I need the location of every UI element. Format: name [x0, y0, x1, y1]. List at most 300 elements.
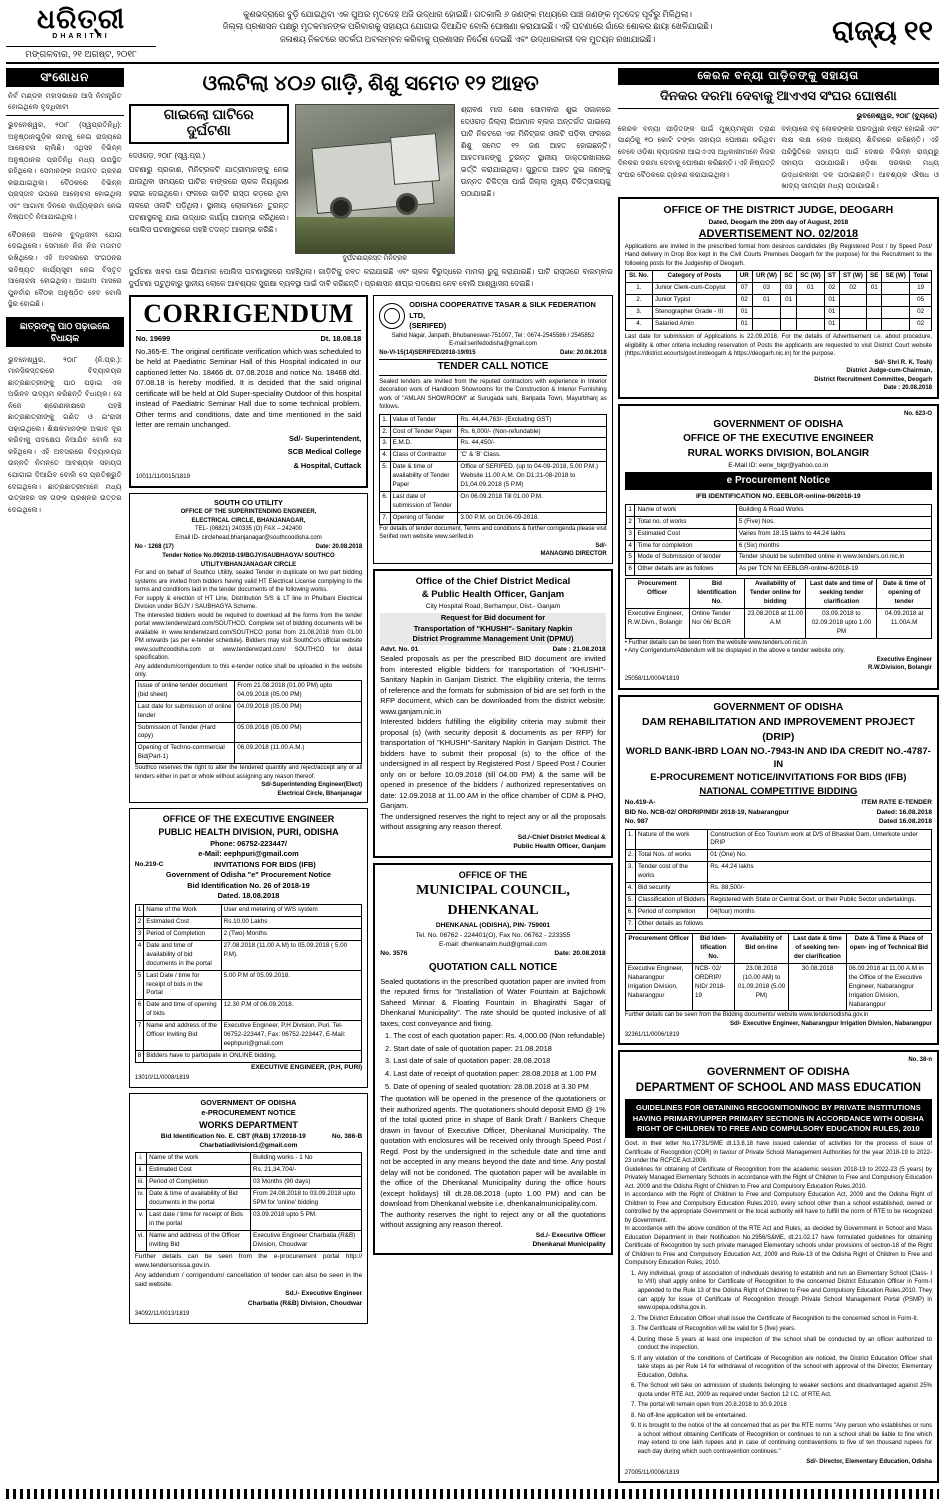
puri-row-6-sl: 7 — [135, 1021, 144, 1051]
dj-r0-c1: Junior Clerk-cum-Copyist — [652, 283, 736, 295]
dj-r0-c8: 01 — [867, 283, 882, 295]
serifed-row-5-val: On 06.09.2018 Till 01.00 P.M. — [458, 492, 606, 513]
main-story-col-1: ଶ୍ରାବଣ ମାସ ଶେଷ ସୋମବାର ଶୁଭ ସକାଳରେ ଦେଓଗଡ଼ ଜିଲ୍ଲା ରିଆମାଳ ବ୍ଲକ ଅନ୍ତର୍ଗତ ଗାଇଲୋ ଘାଟି ନିକଟରେ ଏକ ମିନିଟ୍ରକ ଓଲଟି ପଡ଼ିବା ଫଳରେ ଶିଶୁ ସମେତ ୧୨ ଜଣ ଆହତ ହୋଇଛନ୍ତି। ଆହତମାନଙ୍କୁ ତୁରନ୍ତ ସ୍ଥାନୀୟ ଡାକ୍ତରଖାନାରେ ଭର୍ତ୍ତି କରାଯାଇଥିଲା। ଗୁରୁତର ଆହତ ଦୁଇ ଜଣଙ୍କୁ ଉନ୍ନତ ଚିକିତ୍ସା ପାଇଁ ଜିଲ୍ଲା ମୁଖ୍ୟ ଚିକିତ୍ସାଳୟକୁ ପଠାଯାଇଛି। — [460, 105, 611, 199]
corrigendum-date: Dt. 18.08.18 — [320, 334, 362, 344]
drip-r3-sl: 4. — [625, 883, 635, 895]
dhenkanal-item-5: 5. Date of opening of sealed quotation: 28.08.2018 at 3.30 PM — [393, 1082, 605, 1093]
rw-eproc-banner: e Procurement Notice — [625, 472, 932, 490]
works-row-1-sl: ii. — [135, 1165, 146, 1177]
serifed-line-1: ODISHA COOPERATIVE TASAR & SILK FEDERATION LTD, — [409, 300, 596, 320]
drip-line-2: DAM REHABILITATION AND IMPROVEMENT PROJECT (DRIP) — [641, 715, 915, 743]
drip-t2-c4: 06.09.2018 at 11.00 A.M in the Office of the Executive Engineer, Nabarangpur Irrigation Division, Nabarangpur — [846, 963, 931, 1011]
dj-r3-c3 — [752, 319, 781, 331]
puri-row-1-sl: 2 — [135, 916, 144, 928]
masthead-logo-sub: DHARITRI — [52, 33, 110, 40]
southco-row-0-val: From 21.08.2018 (01.00 PM) upto 04.09.2018 (05.00 PM) — [235, 680, 362, 701]
serifed-logo-icon — [379, 303, 405, 329]
dj-advt-no: ADVERTISEMENT NO. 02/2018 — [698, 228, 859, 241]
puri-row-6-label: Name and address of the Officer Inviting Bid — [144, 1021, 221, 1051]
left-body-2: ବୈଠକରେ ଅନେକ ବୁଦ୍ଧିଜୀବୀ ଯୋଗ ଦେଇଥିଲେ। ସେମାନେ ନିଜ ନିଜ ମତାମତ ରଖିଥିଲେ। ଏହି ଅବସରରେ ସଂଗଠନର ଭବିଷ୍ୟତ କାର୍ଯ୍ୟସୂଚୀ ନେଇ ବିସ୍ତୃତ ଆଲୋଚନା ହୋଇଥିଲା। ଆଗାମୀ ମାସରେ ପୁନର୍ବାର ବୈଠକ ଅନୁଷ୍ଠିତ ହେବ ବୋଲି ସ୍ଥିର ହୋଇଛି। — [8, 229, 122, 309]
ganjam-ad — [373, 569, 612, 858]
rw-table-1 — [625, 504, 932, 577]
rw-r0-val: Building & Road Works — [736, 504, 931, 516]
photo-wheel-left — [330, 197, 352, 219]
drip-no-987: No. 987 — [624, 818, 649, 826]
dj-r0-c9 — [882, 283, 910, 295]
drip-r3-val: Rs. 88,500/- — [708, 883, 932, 895]
southco-schedule-table — [135, 680, 362, 765]
rural-works-ad — [618, 404, 939, 690]
works-foot-1: Further details can be seen from the e-procurement portal http:// www.tendersorissa.gov.in. — [134, 1252, 363, 1270]
ganjam-body-3: The undersigned reserves the right to reject any or all the proposals without assigning any reason thereof. — [380, 811, 606, 832]
puri-row-5-val: 12.30 P.M of 06.09.2018. — [221, 1000, 362, 1021]
dj-r3-c4 — [781, 319, 796, 331]
dj-th-8: SE — [867, 271, 882, 283]
serifed-row-4-val: Office of SERIFED. (up to 04-09-2018, 5.00 P.M.) Website 11.00 A.M. On D1:21-08-2018 to D1,04.09.2018 (5 P.M) — [458, 462, 606, 492]
left-body-1: ଭୁବନେଶ୍ୱର, ୨୦ା୮ (ସ୍ୱପ୍ରତିନିଧି): ଅନୁଷ୍ଠାନଗୁଡ଼ିକ ନାମକୁ ନେଇ ରାଜ୍ୟରେ ଆଲୋଚନା ଚାଲିଛି। ଏଥିସହ ବିଭିନ୍ନ ଅନୁଷ୍ଠାନର ପ୍ରତିନିଧି ମଧ୍ୟ ଉପସ୍ଥିତ ରହିଥିଲେ। ସେମାନଙ୍କ ମତାମତ ଗ୍ରହଣ କରାଯାଇଥିଲା। ବୈଠକରେ ବିଭିନ୍ନ ପ୍ରସ୍ତାବ ଉପରେ ଆଲୋଚନା ହୋଇଥିଲା ଏବଂ ଆଗାମୀ ଦିନରେ କାର୍ଯ୍ୟକ୍ରମ ନେଇ ନିଷ୍ପତ୍ତି ନିଆଯାଇଥିଲା। — [8, 120, 122, 222]
corrigendum-ad — [129, 295, 368, 488]
works-foot-2: Any addendum / corrigendum/ cancellation of tender can also be seen in the said website. — [134, 1271, 363, 1288]
puri-row-1-label: Estimated Cost — [144, 916, 221, 928]
corrigendum-no: No. 19699 — [135, 334, 171, 344]
drip-t2-th-4: Date & Time & Place of open- ing of Technical Bid — [846, 933, 931, 963]
table-row — [625, 283, 931, 295]
sme-no: No. 38-n — [908, 1057, 932, 1064]
drip-r4-sl: 5. — [625, 895, 635, 907]
southco-row-2-val: 05.09.2018 (05.00 PM) — [235, 722, 362, 743]
accident-photo — [295, 104, 455, 254]
masthead-logo-main: ଧରିତ୍ରୀ — [36, 4, 126, 34]
serifed-line-2: (SERIFED) — [409, 321, 447, 331]
dj-r3-c6: 01 — [825, 319, 839, 331]
southco-sig-1: Sd/-Superintending Engineer(Elect) — [261, 782, 363, 789]
southco-line-3: ELECTRICAL CIRCLE, BHANJANAGAR, — [191, 517, 306, 524]
ganjam-sig-2: Public Health Officer, Ganjam — [513, 843, 606, 851]
drip-t2-c0: Executive Engineer, Nabarangpur Irrigation Division, Nabarangpur — [625, 963, 692, 1011]
dhenkanal-email: E-mail: dhenkanalm.hud@gmail.com — [439, 940, 547, 948]
dhenkanal-line-1: OFFICE OF THE — [458, 869, 528, 880]
puri-row-2-sl: 3 — [135, 928, 144, 940]
puri-row-3-label: Date and time of availability of bid documents in the portal — [144, 940, 221, 970]
works-row-5-sl: vi. — [135, 1230, 146, 1251]
drip-r4-val: Registered with State or Central Govt. or their Public Sector undertakings. — [708, 895, 932, 907]
ganjam-body-2: Interested bidders fulfilling the eligibility criteria may submit their proposal (s) (with security deposit & documents as per RFP) for transportation of "KHUSHI"-Sanitary Napkin in Ganjam District. The bidders have to submit their proposal (s) to the office of the undersigned in all respect by Registered Post / Speed Post / Courier only on or before 10.09.2018 (till 04.00 PM) & the same will be opened in presence of the bidders / authorized representatives on date: 12.09.2018 at 11.00 AM in the office chamber of CDM & PHO, Ganjam. — [380, 717, 606, 811]
dj-r1-c1: Junior Typist — [652, 295, 736, 307]
sme-p4: In accordance with the above condition of the RTE Act and Rules, as decided by Government in School and Mass Education Department in their Notification No.2956/S&ME, dt.21.02.17 have formulated guidelines for obtaining Certificate of Recognition by such private managed Elementary schools under provisions of section-18 of the Right of Children to Free and Compulsory Education Act, 2009 and Rule-13 of the Odisha Right of Children to Free and Compulsory Education Rules, 2010. — [624, 1226, 932, 1267]
dhenkanal-body-2: The quotation will be opened in the presence of the quotationers or their authorized agents. The quotationers should deposit EMD @ 1% of the total quoted price in shape of Bank Draft / Bankers Cheque drawn in favour of Executive Officer, Dhenkanal Municipality. The quotation with enclosures will be received only through Speed Post / Regd. Post by the undersigned in the schedule date and time and not be accepted in any means beyond the date and time. Any postal delay will not be condoned. The quotation paper will be available in the office of the Dhenkanal Municipality during the office hours (except holidays) till dt.28.08.2018 (upto 1.00 PM) and can be download from Dhenkanal website i.e. dhenkanalmunicipality.com. — [380, 1094, 606, 1209]
southco-row-1-val: 04.09.2018 (05.00 PM) — [235, 701, 362, 722]
main-story-col-2: ଘଟଣାରୁ ପ୍ରକାଶ, ମିନିଟ୍ରକଟି ଯାତ୍ରୀମାନଙ୍କୁ ନେଇ ଯାଉଥିବା ସମୟରେ ଘାଟିର ବାଙ୍କରେ ଚାଳକ ନିୟନ୍ତ୍ରଣ ହରାଇ ଦେଇଥିଲେ। ଫଳରେ ଗାଡ଼ିଟି ରାସ୍ତା କଡ଼ରେ ଥିବା ନାଳରେ ଓଲଟି ପଡ଼ିଥିଲା। ସ୍ଥାନୀୟ ଲୋକମାନେ ତୁରନ୍ତ ଘଟଣାସ୍ଥଳକୁ ଯାଇ ଉଦ୍ଧାର କାର୍ଯ୍ୟ ଆରମ୍ଭ କରିଥିଲେ। ପୋଲିସ ଘଟଣାସ୍ଥଳରେ ପହଞ୍ଚି ତଦନ୍ତ ଆରମ୍ଭ କରିଛି। — [128, 165, 289, 235]
works-row-1-val: Rs. 21,34,704/- — [251, 1165, 362, 1177]
works-email: Charbatiadivision1@gmail.com — [199, 1142, 298, 1150]
bottom-registration-marks — [6, 1489, 939, 1499]
drip-line-1: GOVERNMENT OF ODISHA — [713, 701, 844, 713]
table-row — [625, 319, 931, 331]
drip-r2-val: Rs. 44.24 lakhs — [708, 862, 932, 883]
southco-body-2: For supply & erection of HT Line, Distribution S/S & LT line in Phulbani Electrical Division under BGJY / SAUBHAGYA Scheme. — [134, 595, 363, 611]
puri-title-3: Bid Identification No. 26 of 2018-19 — [187, 880, 310, 890]
dj-r2-c1: Stenographer Grade - III — [652, 307, 736, 319]
drip-r1-label: Total Nos. of works — [635, 850, 707, 862]
works-row-3-sl: iv. — [135, 1189, 146, 1210]
southco-body-1: For and on behalf of Southco Utility, sealed Tender in duplicate on two part bidding systems are invited from bidders having valid HT Electrical License complying to the terms and conditions laid in the tender documents of the following works. — [134, 570, 363, 594]
drip-t2-th-2: Availability of Bid on-line — [734, 933, 788, 963]
rw-t2-c0: Executive Engineer, R.W.Divn., Bolangir — [625, 609, 689, 639]
southco-line-2: OFFICE OF THE SUPERINTENDING ENGINEER, — [180, 509, 317, 516]
rw-line-3: RURAL WORKS DIVISION, BOLANGIR — [687, 447, 870, 459]
dhenkanal-sig-2: Dhenkanal Municipality — [532, 1241, 606, 1249]
puri-row-5-label: Date and time of opening of bids — [144, 1000, 221, 1021]
drip-no-left: No.419-A- — [624, 799, 656, 807]
works-bid-id: Bid Identification No. E. CBT (R&B) 17/2018-19 — [160, 1132, 306, 1140]
serifed-row-4-label: Date & time of availability of Tender Paper — [390, 462, 458, 492]
dj-r2-c3 — [752, 307, 781, 319]
puri-phone: Phone: 06752-223447/ — [210, 838, 287, 848]
dj-title: OFFICE OF THE DISTRICT JUDGE, DEOGARH — [663, 203, 894, 216]
works-row-4-sl: v. — [135, 1210, 146, 1231]
rw-t2-th-1: Bid Identification No. — [689, 579, 744, 609]
southco-foot: Southco reserves the right to alter the tendered quantity and reject/accept any or all tenders either in part or whole without assigning any reason thereof. — [134, 765, 363, 780]
dj-r3-c10: 02 — [910, 319, 932, 331]
works-row-5-label: Name and address of the Officer inviting Bid — [147, 1230, 251, 1251]
left-section-head: ସଂଶୋଧନ — [6, 68, 124, 87]
dj-th-6: ST — [825, 271, 839, 283]
left-section-bar: ଛାତ୍ରଙ୍କୁ ପାଠ ପଢ଼ାଇଲେ ବିଧାୟକ — [6, 317, 124, 347]
serifed-row-1-val: Rs. 6,000/- (Non-refundable) — [458, 426, 606, 438]
photo-wheel-right — [396, 193, 418, 215]
dhenkanal-item-1: 1. The cost of each quotation paper: Rs. 4,000.00 (Non refundable) — [393, 1031, 605, 1042]
dj-sig-4: Date : 20.08.2018 — [883, 385, 932, 392]
serifed-sig-2: MANAGING DIRECTOR — [540, 551, 607, 558]
puri-title-2: Government of Odisha "e" Procurement Notice — [165, 870, 332, 880]
rw-r1-label: Total no. of works — [635, 516, 736, 528]
dhenkanal-body-1: Sealed quotations in the prescribed quotation paper are invited from the reputed firms for "Installation of Water Fountain at Bajichowk Saheed Minnar & Floating Fountain in Bhagirathi Sagar of Dhenkanal Municipality". The rate should be quoted inclusive of all taxes, cost conveyance and fixing. — [380, 976, 606, 1028]
rw-r5-val: As per TCN No EEBLGR-online-6/2018-19 — [736, 564, 931, 576]
right-story-col-1: କେରଳ ବନ୍ୟା ପୀଡ଼ିତଙ୍କ ପାଇଁ ମୁଖ୍ୟମନ୍ତ୍ରୀ ତ୍ରାଣ ପାଣ୍ଠିକୁ ୧୦ କୋଟି ଟଙ୍କା ସହାୟତା ଘୋଷଣା କରିଥିବା ବେଳେ ଓଡ଼ିଶା କ୍ୟାଡରର ଆଇଏଏସ ଅଧିକାରୀମାନେ ନିଜର ଦିନକର ଦରମା ଦେବାକୁ ଘୋଷଣା କରିଛନ୍ତି। ଏହି ନିଷ୍ପତ୍ତି ସଂଘର ବୈଠକରେ ଗ୍ରହଣ କରାଯାଇଥିଲା। — [617, 123, 776, 179]
masthead-logo — [6, 4, 156, 60]
serifed-table — [379, 414, 606, 525]
middle-column — [129, 68, 613, 1483]
divider — [136, 330, 361, 331]
works-row-5-val: Executive Engineer Charbatia (R&B) Division, Choudwar — [251, 1230, 362, 1251]
works-code: 34092/11/0013/1819 — [134, 1310, 190, 1317]
serifed-line-4: E-mail:serifedodisha@gmail.com — [449, 341, 537, 348]
drip-line-4: E-PROCUREMENT NOTICE/INVITATIONS FOR BIDS (IFB) — [650, 772, 907, 784]
drip-line-3: WORLD BANK-IBRD LOAN NO.-7943-IN AND IDA CREDIT NO.-4787-IN — [625, 745, 931, 770]
rw-r5-sl: 6 — [625, 564, 635, 576]
puri-row-3-val: 27.08.2018 (11.00 A.M) to 05.09.2018 ( 5.00 P.M). — [221, 940, 362, 970]
dj-r3-c1: Salaried Amin — [652, 319, 736, 331]
puri-row-0-val: User end metering of W/S system — [221, 904, 362, 916]
page-columns — [6, 68, 939, 1483]
photo-truck-cab — [390, 133, 440, 185]
serifed-row-1-label: Cost of Tender Paper — [390, 426, 458, 438]
southco-row-3-label: Opening of Techno-commercial Bid(Part-1) — [135, 743, 234, 764]
dj-r1-c5 — [796, 295, 824, 307]
dj-th-9: SE (W) — [882, 271, 910, 283]
dj-r0-c7: 02 — [839, 283, 867, 295]
works-no: No. 386-B — [331, 1132, 363, 1140]
drip-sig: Sd/- Executive Engineer, Nabarangpur Irrigation Division, Nabarangpur — [729, 1020, 932, 1027]
dj-r2-c2: 01 — [736, 307, 752, 319]
drip-ad — [618, 695, 939, 1046]
dj-r0-c3: 03 — [752, 283, 781, 295]
works-row-0-label: Name of the work — [147, 1153, 251, 1165]
sme-item-6: 6. The School will take on admission of students belonging to weaker sections and disadvantaged against 25% quota under RTE Act, 2009 as required under Section 12 I.C. of RTE Act. — [638, 1382, 932, 1399]
dj-r1-c4: 01 — [781, 295, 796, 307]
sme-item-5: 5. If any violation of the conditions of Certificate of Recognition are noticed, the District Education Officer shall take steps as per Rule 14 for withdrawal of recognition of the school with approval of the Director, Elementary Education, Odisha. — [638, 1355, 932, 1381]
works-sig-1: Sd./- Executive Engineer — [285, 1290, 363, 1298]
serifed-row-6-sl: 7. — [380, 513, 390, 525]
serifed-sig-1: Sd/- — [595, 542, 607, 549]
sme-item-1: 1. Any individual, group of association of individuals desiring to establish and run an Elementary School (Class- I to VIII) shall apply online for Certificate of Recognition to the concerned District Education Officer in Form-I appended to the Rule 13 of the Odisha Right of Children to Free and Compulsory Education Rules,2010. They can apply for issue of Certificate of Recognition through Private School Management Portal (PSMP) in www.opepa.odisha.gov.in. — [638, 1270, 932, 1313]
dhenkanal-title: QUOTATION CALL NOTICE — [428, 961, 558, 973]
sme-item-7: 7. The portal will remain open from 20.8.2018 to 30.9.2018 — [638, 1401, 932, 1410]
dj-th-5: SC (W) — [796, 271, 824, 283]
dj-th-2: UR — [736, 271, 752, 283]
masthead-teaser-line-1: କୁଶଭଦ୍ରାରେ ବୁଡ଼ି ଯୋଇଥିବା ଏକ ପୁଅର ମୃତଦେହ ଅଜି ଉଦ୍ଧାର ହୋଇଛି। ଗତକାଲି ୬ ଜଣଙ୍କ ମଧ୍ୟରେ ପାଞ୍ଚ ଜଣଙ୍କ ମୃତଦେହ ପୂର୍ବରୁ ମିଳିଥିଲା। — [243, 9, 692, 19]
dj-r0-c4: 03 — [781, 283, 796, 295]
serifed-ad — [373, 295, 612, 564]
puri-row-7-label: Bidders have to participate in ONLINE bidding. — [144, 1051, 362, 1063]
dj-r2-c10: 02 — [910, 307, 932, 319]
dj-sig-1: Sd/- Shri R. K. Tosh) — [874, 359, 932, 366]
rw-r3-label: Time for completion — [635, 540, 736, 552]
serifed-row-3-label: Class of Contractor — [390, 450, 458, 462]
rw-line-1: GOVERNMENT OF ODISHA — [713, 419, 844, 431]
dhenkanal-item-2: 2. Start date of sale of quotation paper: 21.08.2018 — [393, 1044, 605, 1055]
southco-no: No - 1268 (17) — [134, 543, 174, 550]
dj-th-3: UR (W) — [752, 271, 781, 283]
drip-table-1 — [625, 829, 932, 931]
dhenkanal-line-3: DHENKANAL (ODISHA), PIN- 759001 — [435, 922, 551, 930]
left-body-3: ଭୁବନେଶ୍ୱର, ୨୦ା୮ (ନି.ପ୍ର.): ମାନସିକସ୍ତରରେ ବିଦ୍ୟାଳୟର ଛାତ୍ରଛାତ୍ରୀଙ୍କୁ ପାଠ ପଢ଼ାଇ ଏକ ଅଭିନବ ଉଦ୍ୟମ କରିଛନ୍ତି ବିଧାୟକ। ସେ ନିଜେ ଶ୍ରେଣୀକକ୍ଷରେ ପହଞ୍ଚି ଛାତ୍ରଛାତ୍ରୀଙ୍କୁ ଗଣିତ ଓ ଇଂରାଜୀ ପଢ଼ାଇଥିଲେ। ଶିକ୍ଷକମାନଙ୍କ ଅଭାବ ଦୂର କରିବାକୁ ପଦକ୍ଷେପ ନିଆଯିବ ବୋଲି ସେ କହିଥିଲେ। ଏହି ଅବସରରେ ବିଦ୍ୟାଳୟର ଉନ୍ନତି ନିମନ୍ତେ ଆବଶ୍ୟକ ସହାୟତା ଯୋଗାଇ ଦିଆଯିବ ବୋଲି ସେ ପ୍ରତିଶ୍ରୁତି ଦେଇଥିଲେ। ଛାତ୍ରଛାତ୍ରୀମାନେ ମଧ୍ୟ ଉତ୍ସାହର ସହ ତାଙ୍କ ପ୍ରଶ୍ନର ଉତ୍ତର ଦେଇଥିଲେ। — [8, 354, 122, 514]
drip-table-2 — [625, 933, 932, 1012]
drip-r3-label: Bid security — [635, 883, 707, 895]
ganjam-date: Date : 21.08.2018 — [552, 645, 606, 653]
rw-t2-c3: 03.09.2018 to 02.09.2018 upto 1.00 PM — [806, 609, 877, 639]
southco-row-0-label: Issue of online tender document (bid sheet) — [135, 680, 234, 701]
drip-t2-c1: NCB- 02/ ORDRIP/ NID/ 2018-19 — [692, 963, 734, 1011]
dj-r2-c7 — [839, 307, 867, 319]
works-line-3: WORKS DEPARTMENT — [199, 1119, 298, 1130]
dj-r0-c2: 07 — [736, 283, 752, 295]
puri-row-4-val: 5.00 P.M of 05.09.2018. — [221, 970, 362, 1000]
main-story-top — [129, 104, 613, 263]
dhenkanal-line-2: MUNICIPAL COUNCIL, DHENKANAL — [416, 883, 570, 919]
rw-t2-c2: 23.08.2018 at 11.00 A.M — [745, 609, 806, 639]
masthead-page-label: ରାଜ୍ୟ ୧୧ — [832, 16, 933, 47]
dhenkanal-date: Date: 20.08.2018 — [554, 950, 606, 958]
dj-note: Last date for submission of Applications is 22.09.2018. For the details of Advertisement i.e. about procedure, eligibility & other criteria including reservation of Posts the applicants are requested to visit District Court website (https://district.ecourts/govt.in/deogarh & https://deogarh.nic.in) for the purpose. — [624, 334, 932, 358]
dj-th-1: Category of Posts — [652, 271, 736, 283]
works-row-4-val: 03.09.2018 upto 5 PM. — [251, 1210, 362, 1231]
serifed-intro: Sealed tenders are invited from the reputed contractors with experience in Interior decoration work of Handloom Showrooms for the Construction & Interior Furnishing work of "AMLAN SHOWROOM" at Surugada sahi, Baripada Town, Mayurbhanj as follows. — [379, 378, 607, 411]
dj-body: Applications are invited in the prescribed format from desirous candidates (By Registered Post / by Speed Post/ Hand delivery in Drop Box kept in the Civil Courts Premises Deogarh for the purpose) for the Recruitment to the following posts for the Judgeship of Deogarh. — [624, 243, 932, 267]
southco-body-4: Any addendum/corrigendum to this e-tender notice shall be uploaded in the website only. — [134, 663, 363, 679]
rw-r0-sl: 1 — [625, 504, 635, 516]
puri-sig: EXECUTIVE ENGINEER, (P.H, PURI) — [250, 1064, 363, 1071]
rw-r5-label: Other details are as follows — [635, 564, 736, 576]
puri-row-2-label: Period of Completion — [144, 928, 221, 940]
southco-line-4: TEL- (06821) 240335 (O) FAX – 242400 — [194, 526, 303, 533]
works-row-2-val: 03 Months (90 days) — [251, 1177, 362, 1189]
dj-r2-c9 — [882, 307, 910, 319]
rw-t2-th-2: Availability of Tender online for bidding — [745, 579, 806, 609]
serifed-row-4-sl: 5. — [380, 462, 390, 492]
drip-r1-val: 01 (One) No. — [708, 850, 932, 862]
serifed-title: TENDER CALL NOTICE — [379, 359, 606, 375]
southco-row-3-val: 06.09.2018 (11.00 A.M.) — [235, 743, 362, 764]
dhenkanal-item-4: 4. Last date of receipt of quotation paper: 28.08.2018 at 1.00 PM — [393, 1069, 605, 1080]
dj-r2-c6: 01 — [825, 307, 839, 319]
right-story-head: କେରଳ ବନ୍ୟା ପାଡ଼ିତଙ୍କୁ ସହାୟତା — [618, 68, 939, 85]
drip-code: 32361/11/0006/1819 — [624, 1031, 680, 1038]
puri-ad — [129, 808, 368, 1088]
dhenkanal-items — [393, 1031, 605, 1092]
corrigendum-code: 10011/11/0015/1819 — [135, 474, 190, 481]
dj-r3-c0: 4. — [625, 319, 652, 331]
rw-t2-th-3: Last date and time of seeking tender clarification — [806, 579, 877, 609]
serifed-row-5-sl: 6. — [380, 492, 390, 513]
works-table — [135, 1152, 362, 1251]
serifed-line-3: Sahid Nagar, Janpath, Bhubaneswar-751007, Tel : 0674-2545586 / 2545852 — [391, 332, 595, 339]
table-row — [625, 609, 931, 639]
southco-sig-2: Electrical Circle, Bhanjanagar — [277, 790, 363, 797]
sme-items — [638, 1270, 932, 1456]
sme-sig: Sd/- Director, Elementary Education, Odisha — [806, 1459, 932, 1466]
ganjam-title-2: Transportation of "KHUSHI"- Sanitary Napkin — [380, 624, 605, 635]
table-row — [625, 963, 931, 1011]
drip-r0-sl: 1. — [625, 829, 635, 850]
photo-caption: ଦୁର୍ଘଟଣାଗ୍ରସ୍ତ ମିନିଟ୍ରକ — [342, 255, 408, 263]
drip-r2-label: Tender cost of the works — [635, 862, 707, 883]
works-row-3-val: From 24.08.2018 to 03.09.2018 upto 5PM for 'online' bidding — [251, 1189, 362, 1210]
corrigendum-title: CORRIGENDUM — [143, 299, 354, 329]
works-row-1-label: Estimated Cost — [147, 1165, 251, 1177]
corrigendum-body: No.365-E. The original certificate verification which was scheduled to be held at Paediatric Seminar Hall of this Hospital indicated in our captioned letter No. 18466 dt. 07.08.2018 and notice No. 18468 dtd. 07.08.18 is hereby modified. It is decided that the said original certificate will be held at Old Super-speciality Outdoor of this hospital instead of Paediatric Seminar Hall due to some technical problem. Other terms and conditions, date and time mentioned in the said letter are remain unchanged. — [135, 346, 362, 430]
left-section-sub: ନିର୍ବ ମଣ୍ଡଳ ମହାସଭାରେ ଆସି ନିମନ୍ତ୍ରିତ ହୋଇଥିଲେ ବୃଦ୍ଧିଜୀବୀ — [6, 87, 124, 116]
rw-r4-sl: 5 — [625, 552, 635, 564]
dhenkanal-tel: Tel. No. 06762 - 224401(O), Fax No. 06762 - 223355 — [415, 931, 571, 939]
drip-dated: Dated: 16.08.2018 — [876, 808, 932, 816]
drip-r5-val: 04(four) months — [708, 907, 932, 919]
dj-r2-c5 — [796, 307, 824, 319]
puri-no: No.219-C — [134, 860, 164, 868]
rw-t2-th-0: Procurement Officer — [625, 579, 689, 609]
rw-code: 25058/11/0004/1819 — [624, 676, 680, 682]
puri-table — [135, 904, 362, 1063]
rw-foot-1: • Further details can be seen from the website www.tenders.ori.nic.in — [624, 639, 807, 646]
dj-r0-c0: 1. — [625, 283, 652, 295]
puri-row-1-val: Rs.10.00 Lakhs — [221, 916, 362, 928]
dj-r3-c8 — [867, 319, 882, 331]
dhenkanal-item-3: 3. Last date of sale of quotation paper: 28.08.2018 — [393, 1056, 605, 1067]
puri-row-2-val: 2 (Two) Months — [221, 928, 362, 940]
south-co-ad — [129, 493, 368, 803]
dj-th-0: Sl. No. — [625, 271, 652, 283]
southco-row-2-label: Submission of Tender (Hard copy) — [135, 722, 234, 743]
serifed-row-5-label: Last date of submission of Tender — [390, 492, 458, 513]
right-column — [618, 68, 939, 1483]
rw-r4-val: Tender should be submitted online in www.tenders.ori.nic.in — [736, 552, 931, 564]
dj-th-7: ST (W) — [839, 271, 867, 283]
drip-bid: BID No. NCB-02/ ORDRIP/NID/ 2018-19, Nabarangpur — [624, 808, 790, 816]
dj-r0-c5: 01 — [796, 283, 824, 295]
dj-r3-c2: 01 — [736, 319, 752, 331]
sme-p1: Govt. in their letter No.17731/SME dt.13.8.18 have issued calendar of activities for the process of issue of Certificate of Recognition (COR) in favour of Private School Management Authorities for the year 2018-19 to 2022-23 under the RCFCE Act.2009. — [624, 1141, 932, 1165]
dj-th-4: SC — [781, 271, 796, 283]
serifed-foot: For details of tender document, Terms and conditions & further corrigenda please visit Serifed own website www.serifed.in — [379, 525, 607, 541]
dj-table — [625, 270, 932, 331]
works-line-1: GOVERNMENT OF ODISHA — [200, 1097, 297, 1107]
dhenkanal-ad — [373, 863, 612, 1256]
puri-row-3-sl: 4 — [135, 940, 144, 970]
puri-row-4-sl: 5 — [135, 970, 144, 1000]
dj-sig-3: District Recruitment Committee, Deogarh — [814, 376, 932, 383]
rw-r0-label: Name of work — [635, 504, 736, 516]
rw-sig-2: R.W.Division, Bolangir — [867, 665, 932, 672]
works-row-3-label: Date & time of availability of Bid documents in the portal — [147, 1189, 251, 1210]
ganjam-sig-1: Sd./-Chief District Medical & — [517, 834, 606, 841]
dj-r1-c6: 01 — [825, 295, 839, 307]
ganjam-advt-no: Advt. No. 01 — [380, 645, 419, 653]
drip-t2-c2: 23.08.2018 (10.00 AM) to 01.09.2018 (5.00 PM) — [734, 963, 788, 1011]
serifed-row-2-sl: 3. — [380, 438, 390, 450]
district-judge-ad — [618, 197, 939, 399]
southco-title: Tender Notice No.09/2018-19/BGJY/SAUBHAGYA/ SOUTHCO UTILITY/BHANJANAGAR CIRCLE — [162, 553, 335, 568]
table-row — [625, 307, 931, 319]
drip-r1-sl: 2. — [625, 850, 635, 862]
dj-r1-c10: 05 — [910, 295, 932, 307]
rw-r1-sl: 2 — [625, 516, 635, 528]
drip-r5-sl: 6. — [625, 907, 635, 919]
main-story-photo-wrap — [295, 104, 455, 263]
serifed-row-6-val: 3.00 P.M. on Dt.06-09-2018. — [458, 513, 606, 525]
dhenkanal-sig-1: Sd./- Executive Officer — [535, 1231, 606, 1239]
dj-r2-c0: 3. — [625, 307, 652, 319]
southco-line-5: Email ID- circlehead.bhanjanagar@southcoodisha.com — [175, 534, 322, 541]
rw-sig-1: Executive Engineer — [876, 656, 932, 663]
rw-r3-val: 6 (Six) months — [736, 540, 931, 552]
serifed-row-0-val: Rs. 44,44,763/- (Excluding GST) — [458, 414, 606, 426]
ganjam-title-3: District Programme Management Unit (DPMU) — [380, 634, 605, 645]
works-row-4-label: Last date / time for receipt of Bids in the portal — [147, 1210, 251, 1231]
right-story-col-2: ବନ୍ୟାରେ ବହୁ ଲୋକଙ୍କର ଘରଦ୍ୱାର ନଷ୍ଟ ହୋଇଛି ଏବଂ ଲକ୍ଷ ଲକ୍ଷ ଲୋକ ଆଶ୍ରୟ ଶିବିରରେ ରହିଛନ୍ତି। ଏହି ପରିସ୍ଥିତିରେ ସହାୟତା ପାଇଁ ଦେଶର ବିଭିନ୍ନ ରାଜ୍ୟରୁ ସହାୟତା ପଠାଯାଉଛି। ଓଡ଼ିଶା ସରକାର ମଧ୍ୟ ଉଦ୍ଧାରକାରୀ ଦଳ ପଠାଇଛନ୍ତି। ଆବଶ୍ୟକ ଔଷଧ ଓ ଖାଦ୍ୟ ସାମଗ୍ରୀ ମଧ୍ୟ ପଠାଯାଉଛି। — [781, 123, 940, 191]
masthead-teaser-line-2: ଜିଲ୍ଲା ପ୍ରଶାସନ ପକ୍ଷରୁ ମୃତକମାନଙ୍କ ପରିବାରକୁ ସହାୟତା ଯୋଗାଇ ଦିଆଯିବ ବୋଲି ଘୋଷଣା କରାଯାଇଛି। ଏହି ଘଟଣାରେ ଗାଁରେ ଶୋକର ଛାୟା ଖେଳିଯାଇଛି। — [222, 21, 713, 32]
main-story-dateline: ଦେଓଗଡ଼, ୨୦ା୮ (ସ୍ୱ.ପ୍ର.) — [128, 151, 206, 161]
dj-dated: Dated, Deogarh the 20th day of August, 2018 — [708, 218, 849, 226]
masthead-teaser-line-3: ଜଳାଶୟ ନିକଟରେ ସତର୍କତା ଅବଲମ୍ବନ କରିବାକୁ ପ୍ରଶାସନ ନିର୍ଦ୍ଦେଶ ଦେଇଛି ଏବଂ ଉଦ୍ଧାରକାରୀ ଦଳ ମୁତୟନ ରଖାଯାଇଛି। — [279, 33, 656, 44]
puri-row-0-label: Name of the Work — [144, 904, 221, 916]
sme-p2: Guidelines for obtaining of Certificate of Recognition from the academic session 2018-19 to 2022-23 (5 years) by Privately Managed Elementary Schools in accordance with the Right of Children to Free and Compulsory Education Act. 2009 and the Odisha Right of Children to Free and Compulsory Education Rules.2010. — [624, 1166, 932, 1190]
works-line-2: e-PROCUREMENT NOTICE — [201, 1108, 296, 1118]
drip-t2-th-0: Procurement Officer — [625, 933, 692, 963]
corrigendum-sig-3: & Hospital, Cuttack — [293, 460, 362, 470]
puri-row-4-label: Last Date / time for receipt of bids in the Portal — [144, 970, 221, 1000]
school-mass-ad — [618, 1050, 939, 1483]
rw-no: No. 623-O — [903, 410, 932, 417]
drip-r6-sl: 7. — [625, 919, 635, 931]
serifed-no: No-VI-15(14)SERIFED/2018-19/915 — [379, 349, 476, 356]
dj-r3-c9 — [882, 319, 910, 331]
left-column — [6, 68, 124, 1483]
dj-r1-c0: 2. — [625, 295, 652, 307]
rw-r3-sl: 4 — [625, 540, 635, 552]
right-story-dateline: ଭୁବନେଶ୍ୱର, ୨୦ା୮ (ବ୍ୟୁରୋ) — [856, 110, 937, 120]
serifed-row-3-val: 'C' & 'B' Class. — [458, 450, 606, 462]
sme-item-8: 8. No off-line application will be entertained. — [638, 1412, 932, 1421]
